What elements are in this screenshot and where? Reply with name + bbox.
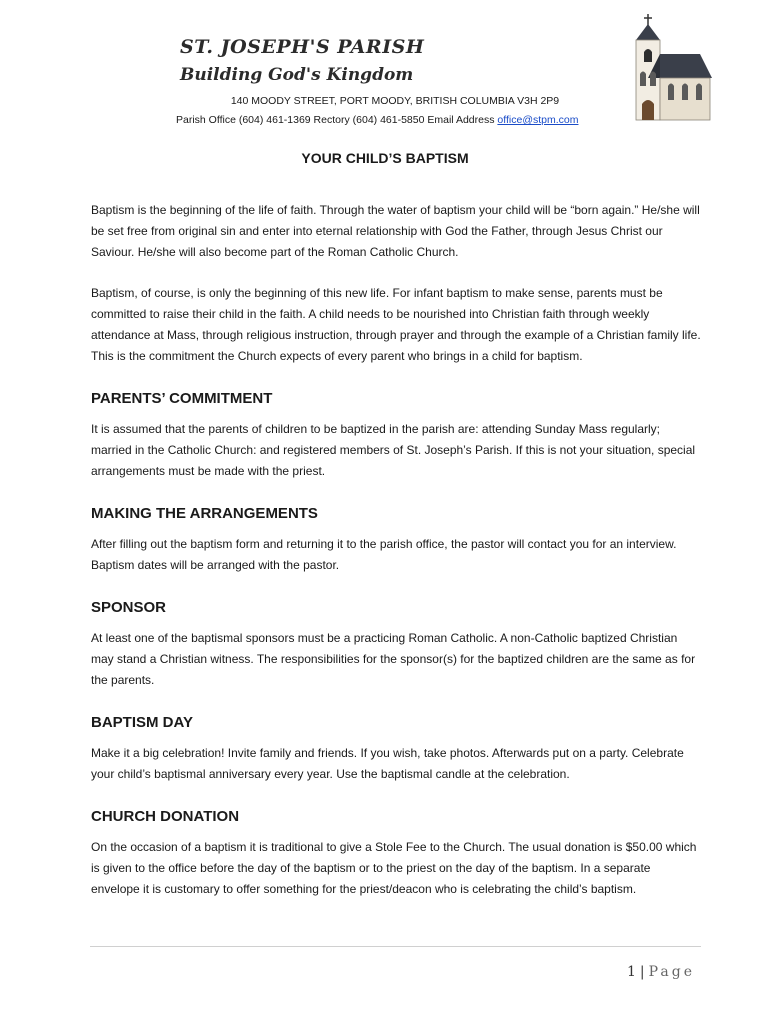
contact-text: Parish Office (604) 461-1369 Rectory (604) 461-5850 Email Address [176, 114, 498, 126]
section-heading-church-donation: CHURCH DONATION [91, 808, 240, 825]
parish-tagline: Building God's Kingdom [180, 65, 414, 85]
parish-contact [176, 114, 578, 126]
section-heading-making-arrangements: MAKING THE ARRANGEMENTS [91, 505, 318, 522]
section-heading-baptism-day: BAPTISM DAY [91, 714, 193, 731]
section-heading-parents-commitment: PARENTS’ COMMITMENT [91, 390, 273, 407]
document-title: YOUR CHILD’S BAPTISM [301, 150, 469, 166]
parish-name: ST. JOSEPH'S PARISH [180, 36, 425, 58]
section-body-baptism-day: Make it a big celebration! Invite family and friends. If you wish, take photos. Afterwards put on a party. Celebrate your child’s baptismal anniversary every year. Use the baptismal candle at the celebration. [91, 746, 684, 781]
page-label: Page [648, 964, 695, 980]
section-body-sponsor: At least one of the baptismal sponsors must be a practicing Roman Catholic. A non-Catholic baptized Christian may stand a Christian witness. The responsibilities for the sponsor(s) for the baptized children are the same as for the parents. [91, 631, 696, 687]
page-number: 1 [626, 964, 636, 980]
section-body-church-donation: On the occasion of a baptism it is traditional to give a Stole Fee to the Church. The usual donation is $50.00 which is given to the office before the day of the baptism or to the priest on the day of the baptism. In a separate envelope it is customary to offer something for the priest/deacon who is celebrating the child’s baptism. [91, 840, 697, 896]
intro-paragraph-1: Baptism is the beginning of the life of faith. Through the water of baptism your child will be “born again.” He/she will be set free from original sin and enter into eternal relationship with God the Father, through Jesus Christ our Saviour. He/she will also become part of the Roman Catholic Church. [91, 203, 700, 259]
page-footer [627, 964, 695, 980]
section-body-making-arrangements: After filling out the baptism form and returning it to the parish office, the pastor will contact you for an interview. Baptism dates will be arranged with the pastor. [91, 537, 677, 572]
section-body-parents-commitment: It is assumed that the parents of children to be baptized in the parish are: attending Sunday Mass regularly; married in the Catholic Church: and registered members of St. Joseph’s Parish. If this is not your situation, special arrangements must be made with the priest. [91, 422, 696, 478]
church-icon [618, 12, 714, 124]
section-heading-sponsor: SPONSOR [91, 599, 167, 616]
footer-divider [90, 946, 701, 947]
email-link[interactable]: office@stpm.com [497, 114, 579, 126]
parish-address: 140 MOODY STREET, PORT MOODY, BRITISH COLUMBIA V3H 2P9 [230, 95, 560, 107]
intro-paragraph-2: Baptism, of course, is only the beginning of this new life. For infant baptism to make sense, parents must be committed to raise their child in the faith. A child needs to be nourished into Christian faith through weekly attendance at Mass, through religious instruction, through prayer and through the example of a Christian family life. This is the commitment the Church expects of every parent who brings in a child for baptism. [91, 286, 701, 363]
page-separator: | [639, 964, 645, 980]
document-body [91, 200, 701, 920]
